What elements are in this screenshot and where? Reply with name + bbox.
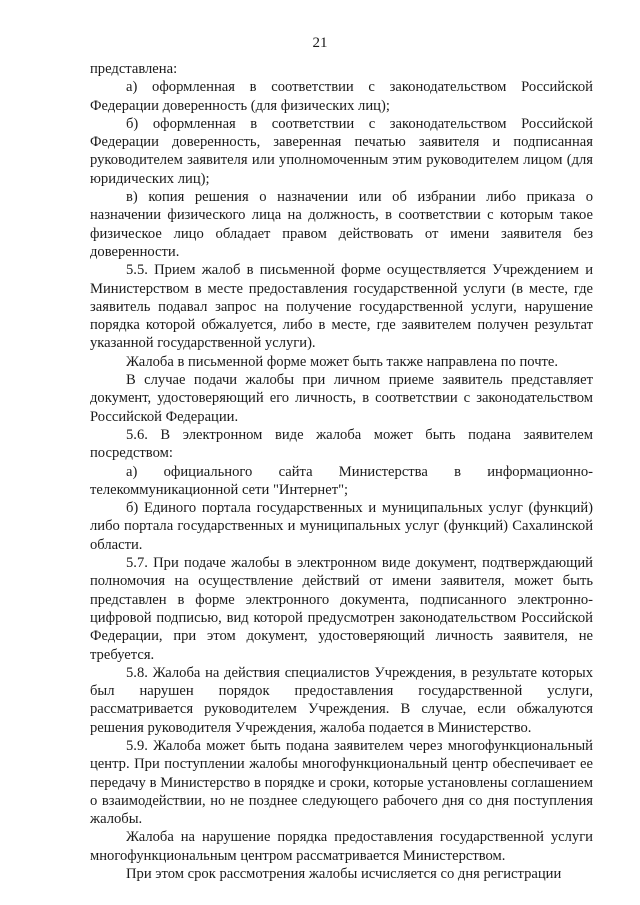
page-number: 21	[312, 35, 328, 51]
paragraph-5-5: 5.5. Прием жалоб в письменной форме осуществляется Учреждением и Министерством в месте предоставления государственной услуги (в месте, где заявитель подавал запрос на получение государственной услуги, нарушение порядка которой обжалуется, либо в месте, где заявителем получен результат указанной государственной услуги).	[90, 262, 593, 352]
document-body	[90, 60, 593, 883]
paragraph-5-6-a: а) официального сайта Министерства в информационно-телекоммуникационной сети "Интернет";	[90, 463, 593, 498]
paragraph-5-6-b: б) Единого портала государственных и муниципальных услуг (функций) либо портала государственных и муниципальных услуг (функций) Сахалинской области.	[90, 500, 593, 553]
paragraph-5-8: 5.8. Жалоба на действия специалистов Учреждения, в результате которых был нарушен порядок предоставления государственной услуги, рассматривается руководителем Учреждения. В случае, если обжалуются решения руководителя Учреждения, жалоба подается в Министерство.	[90, 664, 593, 736]
paragraph-item-c: в) копия решения о назначении или об избрании либо приказа о назначении физического лица на должность, в соответствии с которым такое физическое лицо обладает правом действовать от имени заявителя без доверенности.	[90, 189, 593, 260]
paragraph-5-7: 5.7. При подаче жалобы в электронном виде документ, подтверждающий полномочия на осуществление действий от имени заявителя, может быть представлен в форме электронного документа, подписанного электронно-цифровой подписью, вид которой предусмотрен законодательством Российской Федерации, при этом документ, удостоверяющий личность заявителя, не требуется.	[90, 555, 593, 663]
paragraph-mfc-review: Жалоба на нарушение порядка предоставления государственной услуги многофункциональным центром рассматривается Министерством.	[90, 829, 593, 864]
paragraph-5-9: 5.9. Жалоба может быть подана заявителем через многофункциональный центр. При поступлении жалобы многофункциональный центр обеспечивает ее передачу в Министерство в порядке и сроки, которые установлены соглашением о взаимодействии, но не позднее следующего рабочего дня со дня поступления жалобы.	[90, 737, 593, 828]
paragraph-review-term: При этом срок рассмотрения жалобы исчисляется со дня регистрации	[126, 866, 562, 883]
paragraph-item-b: б) оформленная в соответствии с законодательством Российской Федерации доверенность, заверенная печатью заявителя и подписанная руководителем заявителя или уполномоченным этим руководителем лицом (для юридических лиц);	[90, 115, 593, 187]
paragraph-item-a: а) оформленная в соответствии с законодательством Российской Федерации доверенность (для физических лиц);	[90, 79, 593, 114]
paragraph-by-mail: Жалоба в письменной форме может быть также направлена по почте.	[126, 353, 559, 370]
paragraph-5-6: 5.6. В электронном виде жалоба может быть подана заявителем посредством:	[90, 426, 593, 462]
paragraph-continuation: представлена:	[90, 61, 178, 77]
paragraph-personal-reception: В случае подачи жалобы при личном приеме заявитель представляет документ, удостоверяющий его личность, в соответствии с законодательством Российской Федерации.	[90, 372, 593, 425]
